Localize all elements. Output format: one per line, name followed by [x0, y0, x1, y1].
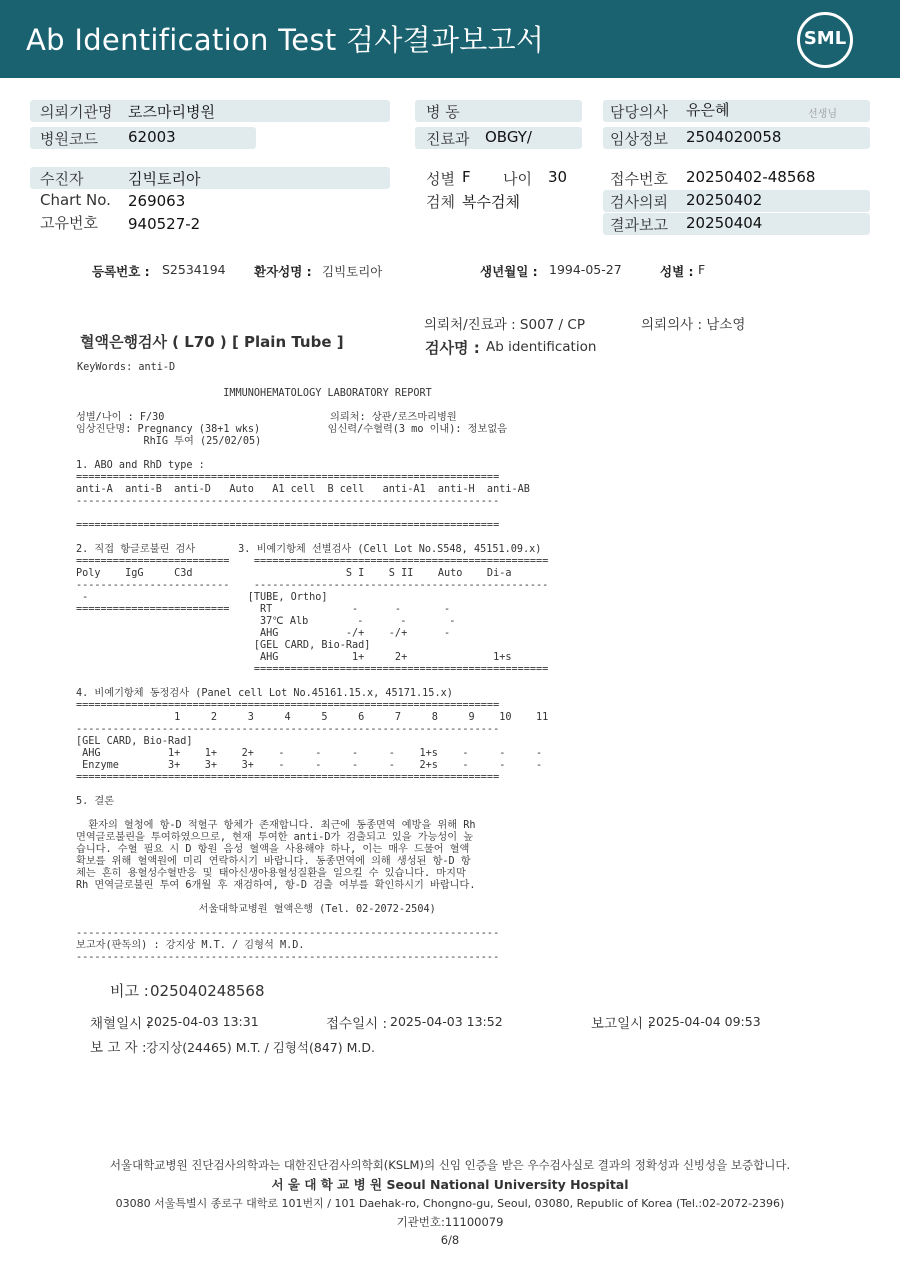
- report-line: 보고자(판독의) : 강지상 M.T. / 김형석 M.D.: [76, 940, 305, 951]
- report-line: =====================================================================: [76, 772, 500, 783]
- report-line: 5. 결론: [76, 796, 115, 807]
- remark-label: 비고 :: [110, 982, 149, 1000]
- receive-value: 2025-04-03 13:52: [390, 1014, 503, 1029]
- birth-value: 1994-05-27: [549, 262, 622, 277]
- patient-value: 김빅토리아: [128, 170, 201, 188]
- report-line: ---------------------------------------------------------------------: [76, 952, 500, 963]
- report-line: [76, 808, 636, 820]
- report-line: Enzyme 3+ 3+ 3+ - - - - 2+s - - -: [76, 760, 543, 771]
- patient-label: 수진자: [40, 170, 84, 188]
- report-line: [76, 532, 636, 544]
- report-line: AHG -/+ -/+ -: [76, 628, 451, 639]
- id-value: 940527-2: [128, 215, 201, 233]
- specimen-label: 검체: [426, 193, 455, 211]
- report-line: - [TUBE, Ortho]: [76, 592, 328, 603]
- receipt-value: 20250402-48568: [686, 168, 816, 186]
- keywords: KeyWords: anti-D: [77, 362, 176, 373]
- report-line: ========================= RT - - -: [76, 604, 451, 615]
- id-label: 고유번호: [40, 214, 98, 232]
- dept-label: 진료과: [426, 130, 470, 148]
- collect-label: 채혈일시 :: [90, 1016, 152, 1032]
- report-line: [76, 784, 636, 796]
- dept-value: OBGY/: [485, 128, 532, 146]
- report-line: RhIG 투여 (25/02/05): [76, 436, 262, 447]
- reg-label: 등록번호 :: [92, 264, 150, 279]
- reportdate-label: 보고일시 :: [591, 1016, 653, 1032]
- report-line: AHG 1+ 2+ 1+s: [76, 652, 512, 663]
- report-line: IMMUNOHEMATOLOGY LABORATORY REPORT: [76, 388, 432, 399]
- report-line: =====================================================================: [76, 472, 500, 483]
- age-value: 30: [548, 168, 568, 186]
- report-line: =====================================================================: [76, 700, 500, 711]
- reg-sex-label: 성별 :: [660, 264, 694, 279]
- sex-label: 성별: [426, 170, 455, 188]
- reg-value: S2534194: [162, 262, 226, 277]
- report-line: Poly IgG C3d S I S II Auto Di-a: [76, 568, 512, 579]
- reportdate-value: 2025-04-04 09:53: [648, 1014, 761, 1029]
- patient-row: [30, 167, 390, 189]
- chart-value: 269063: [128, 192, 186, 210]
- report-line: ---------------------------------------------------------------------: [76, 724, 500, 735]
- test-name-label: 검사명 :: [425, 339, 480, 357]
- ward-label: 병 동: [426, 103, 460, 121]
- chart-label: Chart No.: [40, 191, 111, 209]
- doctor-value: 유은혜: [686, 101, 730, 119]
- report-line: [76, 400, 636, 412]
- referral: 의뢰처/진료과 : S007 / CP: [424, 317, 585, 333]
- birth-label: 생년월일 :: [480, 264, 538, 279]
- report-line: 1. ABO and RhD type :: [76, 460, 205, 471]
- hospital-value: 로즈마리병원: [128, 103, 215, 121]
- report-line: 확보를 위해 혈액원에 미리 연락하시기 바랍니다. 동종면역에 의해 생성된 항-D 항: [76, 856, 471, 867]
- report-line: 임상진단명: Pregnancy (38+1 wks) 임신력/수혈력(3 mo 이내): 정보없음: [76, 424, 508, 435]
- report-line: 서울대학교병원 혈액은행 (Tel. 02-2072-2504): [76, 904, 436, 915]
- code-value: 62003: [128, 128, 176, 146]
- report-line: 면역글로불린을 투여하였으므로, 현재 투여한 anti-D가 검출되고 있을 가능성이 높: [76, 832, 474, 843]
- report-line: [76, 508, 636, 520]
- report-line: [GEL CARD, Bio-Rad]: [76, 640, 371, 651]
- reg-sex-value: F: [698, 262, 706, 277]
- report-line: [76, 448, 636, 460]
- report-line: 1 2 3 4 5 6 7 8 9 10 11: [76, 712, 549, 723]
- certification-text: 서울대학교병원 진단검사의학과는 대한진단검사의학회(KSLM)의 신임 인증을 받은 우수검사실로 결과의 정확성과 신빙성을 보증합니다.: [109, 1158, 791, 1172]
- sex-value: F: [462, 168, 471, 186]
- report-header: [0, 0, 900, 78]
- remark-value: 025040248568: [150, 982, 265, 1000]
- patient-name-label: 환자성명 :: [254, 264, 312, 279]
- hospital-label: 의뢰기관명: [40, 103, 113, 121]
- report-line: 체는 흔히 용혈성수혈반응 및 태아신생아용혈성질환을 일으킬 수 있습니다. 마지막: [76, 868, 466, 879]
- test-name-value: Ab identification: [486, 339, 597, 355]
- footer-hospital: 서 울 대 학 교 병 원 Seoul National University Hospital: [271, 1177, 629, 1192]
- footer-address: 03080 서울특별시 종로구 대학로 101번지 / 101 Daehak-ro, Chongno-gu, Seoul, 03080, Republic of Korea (Tel.:02-2072-2396): [115, 1197, 785, 1210]
- report-line: =====================================================================: [76, 520, 500, 531]
- reporter-label: 보 고 자 :: [90, 1040, 147, 1056]
- report-line: 4. 비예기항체 동정검사 (Panel cell Lot No.45161.15.x, 45171.15.x): [76, 688, 453, 699]
- report-line: 성별/나이 : F/30 의뢰처: 상관/로즈마리병원: [76, 412, 457, 423]
- referring-doctor: 의뢰의사 : 남소영: [641, 317, 746, 333]
- report-line: [GEL CARD, Bio-Rad]: [76, 736, 193, 747]
- collect-value: 2025-04-03 13:31: [146, 1014, 259, 1029]
- test-title: 혈액은행검사 ( L70 ) [ Plain Tube ]: [80, 333, 344, 351]
- page-number: 6/8: [440, 1233, 460, 1247]
- report-title: Ab Identification Test 검사결과보고서: [26, 23, 545, 57]
- code-label: 병원코드: [40, 130, 98, 148]
- receive-label: 접수일시 :: [326, 1016, 388, 1032]
- sml-logo-text: SML: [803, 28, 847, 49]
- reporter-value: 강지상(24465) M.T. / 김형석(847) M.D.: [146, 1040, 375, 1055]
- report-line: 37℃ Alb - - -: [76, 616, 456, 627]
- report-line: 습니다. 수혈 필요 시 D 항원 음성 혈액을 사용해야 하나, 이는 매우 드물어 혈액: [76, 844, 470, 855]
- report-line: AHG 1+ 1+ 2+ - - - - 1+s - - -: [76, 748, 543, 759]
- specimen-value: 복수검체: [462, 193, 520, 211]
- request-label: 검사의뢰: [610, 193, 668, 211]
- report-label: 결과보고: [610, 216, 668, 234]
- clinical-label: 임상정보: [610, 130, 668, 148]
- report-line: anti-A anti-B anti-D Auto A1 cell B cell anti-A1 anti-H anti-AB: [76, 484, 530, 495]
- report-line: ------------------------- ------------------------------------------------: [76, 580, 549, 591]
- report-line: Rh 면역글로불린 투여 6개월 후 재검하여, 항-D 검출 여부를 확인하시기 바랍니다.: [76, 880, 476, 891]
- report-line: 환자의 혈청에 항-D 적혈구 항체가 존재합니다. 최근에 동종면역 예방을 위해 Rh: [76, 820, 476, 831]
- report-line: ================================================: [76, 664, 549, 675]
- report-line: [76, 892, 636, 904]
- lab-report-text: [76, 388, 636, 964]
- report-line: [76, 676, 636, 688]
- report-line: ---------------------------------------------------------------------: [76, 496, 500, 507]
- report-value: 20250404: [686, 214, 763, 232]
- report-line: ---------------------------------------------------------------------: [76, 928, 500, 939]
- receipt-label: 접수번호: [610, 170, 668, 188]
- clinical-value: 2504020058: [686, 128, 782, 146]
- doctor-label: 담당의사: [610, 103, 668, 121]
- report-line: [76, 916, 636, 928]
- request-value: 20250402: [686, 191, 763, 209]
- age-label: 나이: [503, 170, 532, 188]
- institution-number: 기관번호:11100079: [396, 1215, 504, 1229]
- doctor-suffix: 선생님: [808, 109, 837, 120]
- patient-name-value: 김빅토리아: [322, 264, 383, 279]
- report-line: ========================= ================================================: [76, 556, 549, 567]
- report-line: 2. 직접 항글로불린 검사 3. 비예기항체 선별검사 (Cell Lot No.S548, 45151.09.x): [76, 544, 542, 555]
